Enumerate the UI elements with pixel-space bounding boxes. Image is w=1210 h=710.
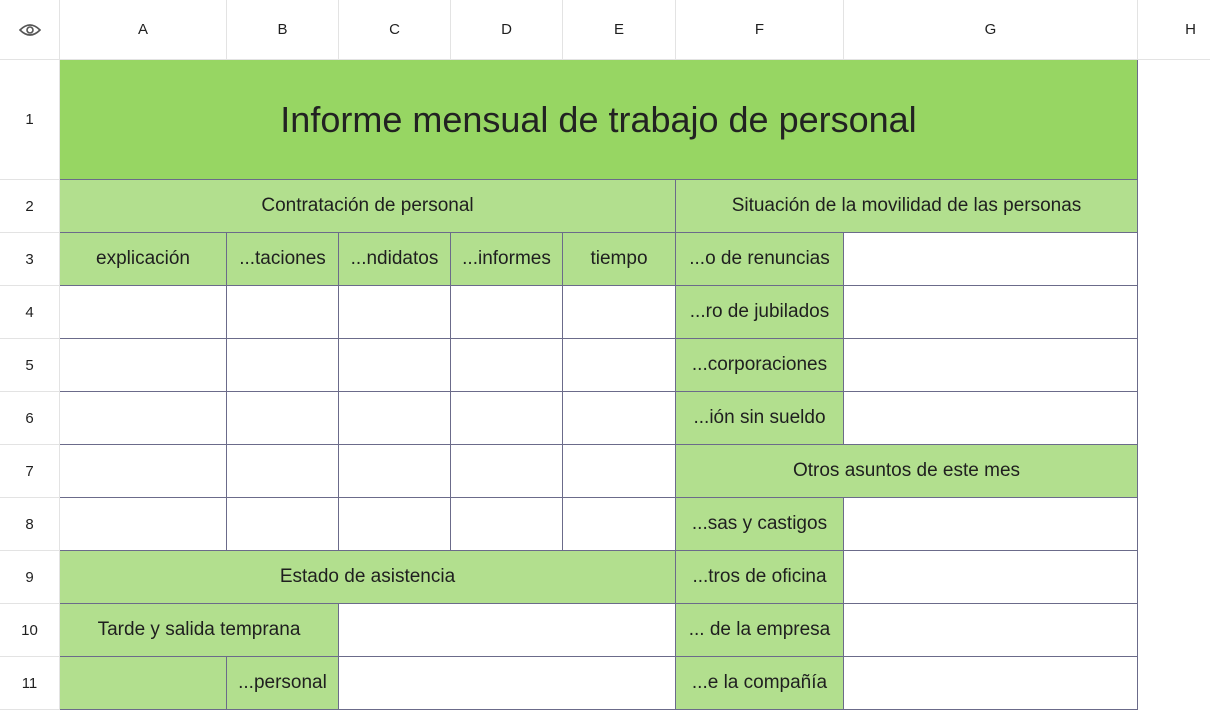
other-label-castigos[interactable]: ...sas y castigos bbox=[676, 498, 844, 551]
other-value-castigos[interactable] bbox=[844, 498, 1138, 551]
attendance-label-personal[interactable]: ...personal bbox=[227, 657, 339, 710]
column-header-h[interactable]: H bbox=[1138, 0, 1210, 60]
table-cell[interactable] bbox=[563, 445, 676, 498]
table-cell[interactable] bbox=[60, 445, 227, 498]
table-cell[interactable] bbox=[451, 498, 563, 551]
other-label-compania[interactable]: ...e la compañía bbox=[676, 657, 844, 710]
column-header-a[interactable]: A bbox=[60, 0, 227, 60]
other-label-oficina[interactable]: ...tros de oficina bbox=[676, 551, 844, 604]
table-cell[interactable] bbox=[563, 339, 676, 392]
attendance-value-tarde[interactable] bbox=[339, 604, 676, 657]
table-cell[interactable] bbox=[227, 498, 339, 551]
table-cell[interactable] bbox=[339, 498, 451, 551]
row-header-10[interactable]: 10 bbox=[0, 604, 60, 657]
table-cell[interactable] bbox=[451, 286, 563, 339]
table-cell[interactable] bbox=[451, 392, 563, 445]
other-value-empresa[interactable] bbox=[844, 604, 1138, 657]
table-cell[interactable] bbox=[563, 498, 676, 551]
table-cell[interactable] bbox=[60, 286, 227, 339]
table-cell[interactable] bbox=[451, 339, 563, 392]
table-cell[interactable] bbox=[563, 286, 676, 339]
table-cell[interactable] bbox=[60, 498, 227, 551]
row-header-6[interactable]: 6 bbox=[0, 392, 60, 445]
hiring-col-explicacion[interactable]: explicación bbox=[60, 233, 227, 286]
column-h-empty[interactable] bbox=[1138, 60, 1210, 702]
row-header-5[interactable]: 5 bbox=[0, 339, 60, 392]
table-cell[interactable] bbox=[339, 339, 451, 392]
other-value-oficina[interactable] bbox=[844, 551, 1138, 604]
eye-icon[interactable] bbox=[19, 23, 41, 37]
table-cell[interactable] bbox=[227, 392, 339, 445]
table-cell[interactable] bbox=[339, 392, 451, 445]
attendance-value-personal[interactable] bbox=[339, 657, 676, 710]
hiring-col-informes[interactable]: ...informes bbox=[451, 233, 563, 286]
table-cell[interactable] bbox=[60, 392, 227, 445]
table-cell[interactable] bbox=[563, 392, 676, 445]
report-title[interactable]: Informe mensual de trabajo de personal bbox=[60, 60, 1138, 180]
hiring-col-candidatos[interactable]: ...ndidatos bbox=[339, 233, 451, 286]
attendance-label-tarde[interactable]: Tarde y salida temprana bbox=[60, 604, 339, 657]
column-header-b[interactable]: B bbox=[227, 0, 339, 60]
mobility-value-incorporaciones[interactable] bbox=[844, 339, 1138, 392]
mobility-value-renuncias[interactable] bbox=[844, 233, 1138, 286]
other-value-compania[interactable] bbox=[844, 657, 1138, 710]
row-header-1[interactable]: 1 bbox=[0, 60, 60, 180]
row-header-2[interactable]: 2 bbox=[0, 180, 60, 233]
row-header-8[interactable]: 8 bbox=[0, 498, 60, 551]
select-all-corner[interactable] bbox=[0, 0, 60, 60]
mobility-value-sin-sueldo[interactable] bbox=[844, 392, 1138, 445]
table-cell[interactable] bbox=[227, 286, 339, 339]
row-header-7[interactable]: 7 bbox=[0, 445, 60, 498]
table-cell[interactable] bbox=[227, 339, 339, 392]
mobility-label-sin-sueldo[interactable]: ...ión sin sueldo bbox=[676, 392, 844, 445]
section-other[interactable]: Otros asuntos de este mes bbox=[676, 445, 1138, 498]
table-cell[interactable] bbox=[60, 339, 227, 392]
row-header-11[interactable]: 11 bbox=[0, 657, 60, 710]
table-cell[interactable] bbox=[339, 286, 451, 339]
row-header-9[interactable]: 9 bbox=[0, 551, 60, 604]
section-attendance[interactable]: Estado de asistencia bbox=[60, 551, 676, 604]
table-cell[interactable] bbox=[227, 445, 339, 498]
attendance-label-empty[interactable] bbox=[60, 657, 227, 710]
section-mobility[interactable]: Situación de la movilidad de las personas bbox=[676, 180, 1138, 233]
other-label-empresa[interactable]: ... de la empresa bbox=[676, 604, 844, 657]
column-header-f[interactable]: F bbox=[676, 0, 844, 60]
table-cell[interactable] bbox=[339, 445, 451, 498]
mobility-value-jubilados[interactable] bbox=[844, 286, 1138, 339]
table-cell[interactable] bbox=[451, 445, 563, 498]
column-header-e[interactable]: E bbox=[563, 0, 676, 60]
column-header-c[interactable]: C bbox=[339, 0, 451, 60]
row-header-4[interactable]: 4 bbox=[0, 286, 60, 339]
mobility-label-renuncias[interactable]: ...o de renuncias bbox=[676, 233, 844, 286]
column-header-g[interactable]: G bbox=[844, 0, 1138, 60]
mobility-label-jubilados[interactable]: ...ro de jubilados bbox=[676, 286, 844, 339]
mobility-label-incorporaciones[interactable]: ...corporaciones bbox=[676, 339, 844, 392]
row-header-3[interactable]: 3 bbox=[0, 233, 60, 286]
section-hiring[interactable]: Contratación de personal bbox=[60, 180, 676, 233]
hiring-col-taciones[interactable]: ...taciones bbox=[227, 233, 339, 286]
column-header-d[interactable]: D bbox=[451, 0, 563, 60]
hiring-col-tiempo[interactable]: tiempo bbox=[563, 233, 676, 286]
